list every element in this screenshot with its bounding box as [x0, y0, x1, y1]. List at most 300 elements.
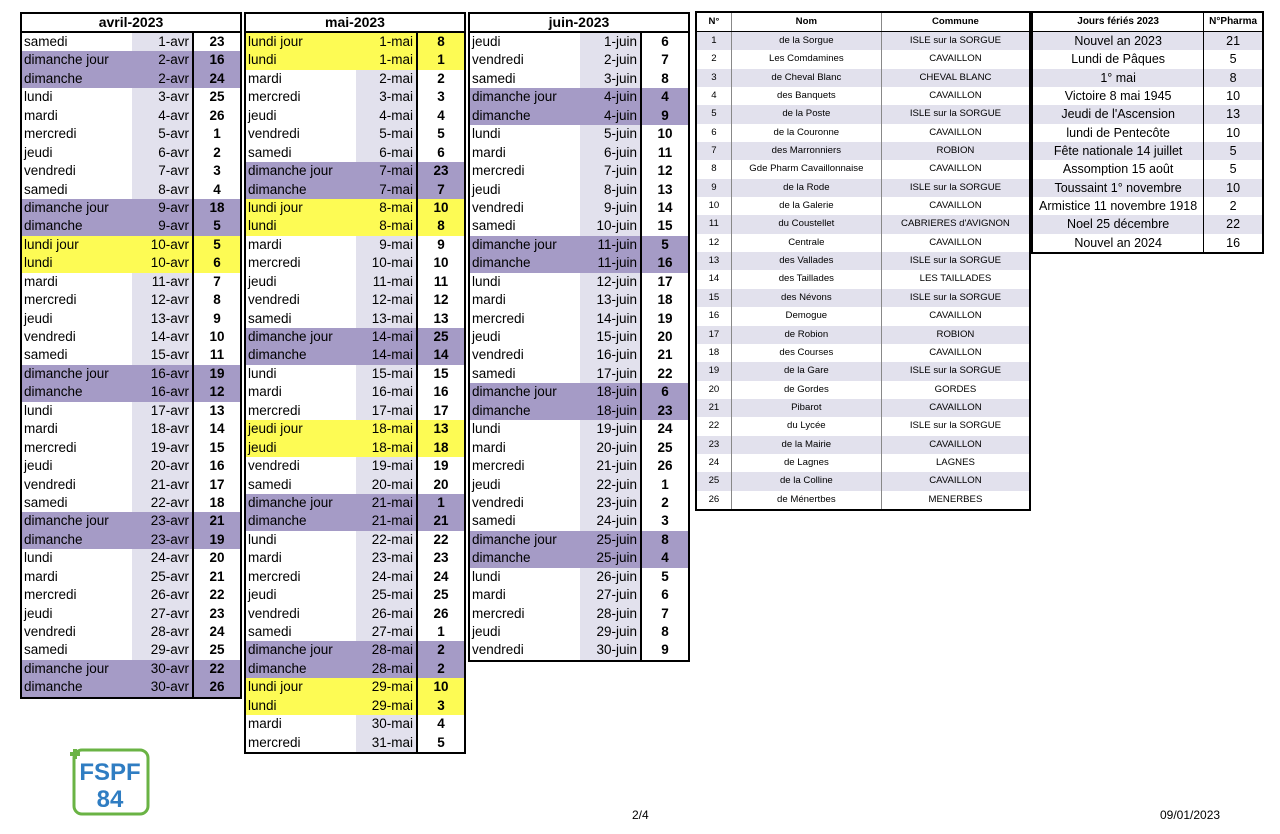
pharmacy-row	[697, 50, 1029, 68]
date-cell: 22-mai	[356, 531, 416, 549]
calendar-row	[246, 51, 464, 69]
pharmacy-number: 1	[416, 623, 464, 641]
pharmacy-name: des Névons	[732, 289, 882, 307]
pharmacy-number: 19	[192, 531, 240, 549]
holiday-row	[1033, 234, 1262, 252]
pharmacy-number: 10	[416, 254, 464, 272]
page-number: 2/4	[632, 808, 649, 822]
calendar-row	[246, 181, 464, 199]
day-name: lundi	[246, 217, 356, 235]
pharmacy-number: 11	[640, 144, 688, 162]
day-name: dimanche jour	[22, 199, 132, 217]
pharmacy-row	[697, 417, 1029, 435]
date-cell: 16-avr	[132, 383, 192, 401]
pharmacy-commune: CABRIERES d'AVIGNON	[901, 218, 1010, 230]
pharmacy-number: 6	[640, 383, 688, 401]
date-cell: 15-avr	[132, 346, 192, 364]
day-name: dimanche	[470, 549, 580, 567]
day-name: lundi	[472, 568, 501, 584]
date-cell: 23-mai	[356, 549, 416, 567]
day-name: vendredi	[472, 347, 524, 363]
day-name: mardi	[24, 107, 58, 123]
pharmacy-name: de Ménertbes	[732, 491, 882, 509]
pharmacy-number: 9	[416, 236, 464, 254]
day-name: lundi	[24, 89, 53, 105]
pharmacy-row	[697, 197, 1029, 215]
pharmacy-num: 17	[697, 326, 732, 344]
day-name: mardi	[472, 144, 506, 160]
date-cell: 14-mai	[356, 346, 416, 364]
date-cell: 7-avr	[132, 162, 192, 180]
pharmacy-row	[697, 326, 1029, 344]
day-name: samedi	[24, 347, 68, 363]
pharmacy-number: 4	[192, 181, 240, 199]
calendar-row	[470, 88, 688, 106]
holiday-label: Armistice 11 novembre 1918	[1033, 197, 1204, 215]
date-cell: 1-juin	[580, 33, 640, 51]
pharmacy-number: 20	[192, 549, 240, 567]
pharmacy-number: 21	[640, 346, 688, 364]
calendar-row	[246, 273, 464, 291]
date-cell: 2-juin	[580, 51, 640, 69]
day-name: mardi	[248, 550, 282, 566]
day-name: vendredi	[248, 458, 300, 474]
holiday-label: Assomption 15 août	[1033, 160, 1204, 178]
logo-text-2: 84	[96, 786, 124, 813]
pharmacy-name: Les Comdamines	[732, 50, 882, 68]
calendar-row	[22, 605, 240, 623]
pharmacy-commune: LES TAILLADES	[919, 273, 992, 285]
pharmacy-name: Centrale	[732, 234, 882, 252]
pharmacy-commune: CAVAILLON	[929, 438, 982, 450]
date-cell: 3-mai	[356, 88, 416, 106]
pharmacy-table	[695, 11, 1031, 511]
holiday-pharma-num: 10	[1226, 89, 1241, 104]
date-cell: 13-mai	[356, 310, 416, 328]
date-cell: 2-avr	[132, 70, 192, 88]
holiday-row	[1033, 215, 1262, 233]
holiday-pharma-num: 21	[1226, 34, 1241, 48]
pharmacy-number: 14	[192, 420, 240, 438]
holiday-row	[1033, 69, 1262, 87]
day-name: samedi	[248, 144, 292, 160]
day-name: lundi jour	[246, 33, 356, 51]
calendar-row	[246, 660, 464, 678]
holiday-label: lundi de Pentecôte	[1033, 124, 1204, 142]
date-cell: 10-avr	[132, 236, 192, 254]
date-cell: 30-avr	[132, 660, 192, 678]
pharmacy-number: 2	[416, 70, 464, 88]
day-name: samedi	[24, 494, 68, 510]
pharmacy-commune: ISLE sur la SORGUE	[909, 365, 1002, 377]
pharmacy-commune: CAVAILLON	[929, 53, 982, 65]
pharmacy-number: 26	[640, 457, 688, 475]
calendar-row	[246, 476, 464, 494]
day-name: dimanche jour	[246, 162, 356, 180]
pharmacy-name: de la Gare	[732, 362, 882, 380]
calendar-row	[470, 586, 688, 604]
pharmacy-number: 21	[192, 568, 240, 586]
calendar-row	[246, 494, 464, 512]
calendar-row	[470, 531, 688, 549]
day-name: vendredi	[472, 642, 524, 658]
pharmacy-num: 25	[697, 472, 732, 490]
pharmacy-number: 1	[416, 51, 464, 69]
header-pharma-num: N°Pharma	[1209, 16, 1258, 27]
day-name: dimanche	[22, 678, 132, 696]
pharmacy-number: 17	[416, 402, 464, 420]
date-cell: 28-mai	[356, 660, 416, 678]
pharmacy-number: 26	[416, 605, 464, 623]
pharmacy-name: des Taillades	[732, 270, 882, 288]
pharmacy-commune: CAVAILLON	[929, 310, 982, 322]
footer-date: 09/01/2023	[1160, 808, 1221, 822]
date-cell: 9-juin	[580, 199, 640, 217]
calendar-row	[470, 51, 688, 69]
pharmacy-number: 15	[192, 439, 240, 457]
day-name: lundi	[472, 126, 501, 142]
date-cell: 14-juin	[580, 310, 640, 328]
date-cell: 28-mai	[356, 641, 416, 659]
calendar-row	[22, 199, 240, 217]
pharmacy-row	[697, 399, 1029, 417]
calendar-row	[246, 383, 464, 401]
date-cell: 4-juin	[580, 88, 640, 106]
date-cell: 11-juin	[580, 254, 640, 272]
day-name: dimanche	[246, 512, 356, 530]
day-name: mardi	[248, 236, 282, 252]
pharmacy-name: de la Sorgue	[732, 32, 882, 50]
date-cell: 25-juin	[580, 549, 640, 567]
pharmacy-num: 5	[697, 105, 732, 123]
pharmacy-num: 2	[697, 50, 732, 68]
day-name: lundi	[246, 697, 356, 715]
calendar-row	[246, 605, 464, 623]
date-cell: 12-avr	[132, 291, 192, 309]
day-name: samedi	[248, 310, 292, 326]
day-name: dimanche	[22, 383, 132, 401]
date-cell: 6-avr	[132, 144, 192, 162]
date-cell: 23-juin	[580, 494, 640, 512]
holiday-label: Lundi de Pâques	[1033, 50, 1204, 68]
day-name: lundi jour	[246, 199, 356, 217]
pharmacy-number: 18	[192, 494, 240, 512]
date-cell: 21-juin	[580, 457, 640, 475]
pharmacy-row	[697, 215, 1029, 233]
pharmacy-num: 15	[697, 289, 732, 307]
holiday-pharma-num: 13	[1226, 107, 1241, 122]
date-cell: 1-mai	[356, 33, 416, 51]
pharmacy-number: 25	[416, 586, 464, 604]
calendar-row	[470, 641, 688, 659]
pharmacy-number: 2	[416, 641, 464, 659]
header-num: N°	[697, 13, 732, 31]
calendar-row	[470, 457, 688, 475]
pharmacy-commune: CAVAILLON	[929, 163, 982, 175]
pharmacy-number: 8	[640, 623, 688, 641]
calendar-row	[22, 144, 240, 162]
date-cell: 18-juin	[580, 402, 640, 420]
date-cell: 16-mai	[356, 383, 416, 401]
holiday-label: Nouvel an 2023	[1033, 32, 1204, 50]
pharmacy-number: 3	[192, 162, 240, 180]
day-name: mercredi	[24, 587, 77, 603]
calendar-row	[22, 476, 240, 494]
holiday-label: Nouvel an 2024	[1033, 234, 1204, 252]
day-name: dimanche	[246, 181, 356, 199]
calendar-row	[22, 420, 240, 438]
date-cell: 3-juin	[580, 70, 640, 88]
pharmacy-commune: ISLE sur la SORGUE	[909, 420, 1002, 432]
pharmacy-number: 17	[640, 273, 688, 291]
header-holiday: Jours fériés 2023	[1033, 13, 1204, 31]
pharmacy-name: des Marronniers	[732, 142, 882, 160]
pharmacy-name: de Cheval Blanc	[732, 69, 882, 87]
calendar-row	[246, 70, 464, 88]
day-name: samedi	[248, 476, 292, 492]
calendar-row	[22, 678, 240, 696]
date-cell: 22-juin	[580, 476, 640, 494]
pharmacy-name: de la Mairie	[732, 436, 882, 454]
calendar-row	[246, 457, 464, 475]
date-cell: 2-mai	[356, 70, 416, 88]
pharmacy-row	[697, 381, 1029, 399]
day-name: jeudi	[472, 329, 501, 344]
holiday-label: Victoire 8 mai 1945	[1033, 87, 1204, 105]
pharmacy-number: 12	[192, 383, 240, 401]
calendar-row	[22, 328, 240, 346]
date-cell: 11-avr	[132, 273, 192, 291]
date-cell: 25-mai	[356, 586, 416, 604]
calendar-row	[470, 402, 688, 420]
pharmacy-number: 13	[416, 310, 464, 328]
date-cell: 10-avr	[132, 254, 192, 272]
day-name: vendredi	[24, 476, 76, 492]
date-cell: 29-mai	[356, 678, 416, 696]
pharmacy-number: 4	[640, 549, 688, 567]
pharmacy-number: 8	[416, 217, 464, 235]
calendar-row	[470, 365, 688, 383]
pharmacy-row	[697, 289, 1029, 307]
pharmacy-number: 14	[416, 346, 464, 364]
day-name: mercredi	[248, 568, 301, 584]
calendar-row	[246, 549, 464, 567]
pharmacy-name: de la Poste	[732, 105, 882, 123]
pharmacy-number: 22	[416, 531, 464, 549]
date-cell: 30-mai	[356, 715, 416, 733]
pharmacy-number: 18	[640, 291, 688, 309]
holiday-pharma-num: 16	[1226, 235, 1241, 250]
pharmacy-name: de Gordes	[732, 381, 882, 399]
holiday-row	[1033, 87, 1262, 105]
holiday-pharma-num: 10	[1226, 125, 1241, 140]
date-cell: 1-avr	[132, 33, 192, 51]
holiday-pharma-num: 10	[1226, 180, 1241, 195]
day-name: mercredi	[248, 402, 301, 418]
date-cell: 29-juin	[580, 623, 640, 641]
pharmacy-number: 23	[192, 605, 240, 623]
date-cell: 18-mai	[356, 439, 416, 457]
calendar-row	[246, 531, 464, 549]
pharmacy-row	[697, 252, 1029, 270]
day-name: dimanche	[22, 70, 132, 88]
pharmacy-num: 9	[697, 179, 732, 197]
calendar-row	[246, 291, 464, 309]
calendar-row	[470, 346, 688, 364]
pharmacy-number: 6	[192, 254, 240, 272]
pharmacy-num: 20	[697, 381, 732, 399]
day-name: jeudi jour	[246, 420, 356, 438]
pharmacy-number: 15	[416, 365, 464, 383]
calendar-row	[470, 273, 688, 291]
pharmacy-number: 10	[192, 328, 240, 346]
pharmacy-num: 7	[697, 142, 732, 160]
calendar-row	[246, 420, 464, 438]
pharmacy-num: 18	[697, 344, 732, 362]
pharmacy-name: de la Galerie	[732, 197, 882, 215]
pharmacy-row	[697, 32, 1029, 50]
day-name: lundi	[248, 365, 277, 381]
calendar-row	[246, 254, 464, 272]
calendar-row	[470, 623, 688, 641]
pharmacy-number: 9	[192, 310, 240, 328]
pharmacy-row	[697, 472, 1029, 490]
pharmacy-num: 13	[697, 252, 732, 270]
calendar-row	[22, 531, 240, 549]
pharmacy-num: 16	[697, 307, 732, 325]
pharmacy-number: 8	[640, 70, 688, 88]
pharmacy-number: 1	[640, 476, 688, 494]
pharmacy-number: 13	[192, 402, 240, 420]
pharmacy-commune: ROBION	[936, 328, 975, 340]
month-title: avril-2023	[22, 14, 240, 33]
pharmacy-num: 24	[697, 454, 732, 472]
pharmacy-number: 23	[416, 162, 464, 180]
date-cell: 28-avr	[132, 623, 192, 641]
calendar-row	[22, 254, 240, 272]
pharmacy-number: 5	[192, 217, 240, 235]
calendar-row	[470, 605, 688, 623]
calendar-row	[22, 291, 240, 309]
pharmacy-num: 21	[697, 399, 732, 417]
day-name: jeudi	[248, 107, 277, 123]
holiday-pharma-num: 5	[1229, 52, 1237, 67]
holiday-pharma-num: 22	[1226, 217, 1241, 232]
pharmacy-number: 8	[416, 33, 464, 51]
pharmacy-number: 19	[640, 310, 688, 328]
calendar-row	[22, 217, 240, 235]
calendar-row	[246, 236, 464, 254]
day-name: vendredi	[248, 292, 300, 308]
pharmacy-number: 5	[416, 734, 464, 752]
calendar-row	[246, 512, 464, 530]
calendar-row	[246, 365, 464, 383]
date-cell: 9-mai	[356, 236, 416, 254]
calendar-row	[22, 439, 240, 457]
calendar-row	[22, 273, 240, 291]
pharmacy-number: 9	[640, 641, 688, 659]
calendar-row	[22, 125, 240, 143]
pharmacy-num: 12	[697, 234, 732, 252]
pharmacy-name: de Robion	[732, 326, 882, 344]
calendar-row	[22, 568, 240, 586]
pharmacy-number: 7	[416, 181, 464, 199]
day-name: jeudi	[24, 458, 53, 474]
date-cell: 24-avr	[132, 549, 192, 567]
calendar-row	[470, 181, 688, 199]
pharmacy-row	[697, 87, 1029, 105]
calendar-row	[470, 568, 688, 586]
calendar-row	[246, 217, 464, 235]
calendar-row	[22, 88, 240, 106]
pharmacy-number: 23	[192, 33, 240, 51]
date-cell: 1-mai	[356, 51, 416, 69]
pharmacy-commune: CAVAILLON	[929, 346, 982, 358]
pharmacy-row	[697, 491, 1029, 509]
pharmacy-num: 22	[697, 417, 732, 435]
date-cell: 19-mai	[356, 457, 416, 475]
calendar-row	[22, 70, 240, 88]
pharmacy-number: 6	[416, 144, 464, 162]
holiday-label: Toussaint 1° novembre	[1033, 179, 1204, 197]
pharmacy-number: 5	[640, 236, 688, 254]
pharmacy-number: 25	[192, 88, 240, 106]
pharmacy-number: 16	[640, 254, 688, 272]
calendar-row	[22, 383, 240, 401]
date-cell: 3-avr	[132, 88, 192, 106]
day-name: jeudi	[472, 34, 501, 49]
calendar-row	[246, 715, 464, 733]
date-cell: 21-mai	[356, 494, 416, 512]
day-name: vendredi	[24, 163, 76, 179]
pharmacy-commune: ROBION	[936, 145, 975, 157]
calendar-row	[246, 144, 464, 162]
pharmacy-commune: CAVAILLON	[929, 90, 982, 102]
day-name: lundi jour	[246, 678, 356, 696]
pharmacy-name: du Coustellet	[732, 215, 882, 233]
date-cell: 6-mai	[356, 144, 416, 162]
calendar-row	[470, 328, 688, 346]
date-cell: 20-juin	[580, 439, 640, 457]
day-name: jeudi	[24, 310, 53, 326]
pharmacy-number: 21	[192, 512, 240, 530]
date-cell: 2-avr	[132, 51, 192, 69]
pharmacy-name: des Courses	[732, 344, 882, 362]
calendar-row	[470, 33, 688, 51]
holiday-row	[1033, 179, 1262, 197]
day-name: vendredi	[472, 199, 524, 215]
date-cell: 5-avr	[132, 125, 192, 143]
pharmacy-number: 18	[416, 439, 464, 457]
pharmacy-commune: GORDES	[934, 383, 977, 395]
pharmacy-commune: LAGNES	[935, 456, 975, 468]
pharmacy-number: 21	[416, 512, 464, 530]
calendar-row	[470, 420, 688, 438]
pharmacy-row	[697, 124, 1029, 142]
calendar-row	[22, 641, 240, 659]
pharmacy-number: 15	[640, 217, 688, 235]
day-name: vendredi	[248, 126, 300, 142]
calendar-row	[470, 70, 688, 88]
calendar-row	[470, 549, 688, 567]
pharmacy-row	[697, 160, 1029, 178]
holiday-label: Jeudi de l'Ascension	[1033, 105, 1204, 123]
day-name: dimanche jour	[246, 641, 356, 659]
day-name: vendredi	[24, 329, 76, 344]
pharmacy-number: 1	[416, 494, 464, 512]
pharmacy-row	[697, 454, 1029, 472]
pharmacy-num: 10	[697, 197, 732, 215]
